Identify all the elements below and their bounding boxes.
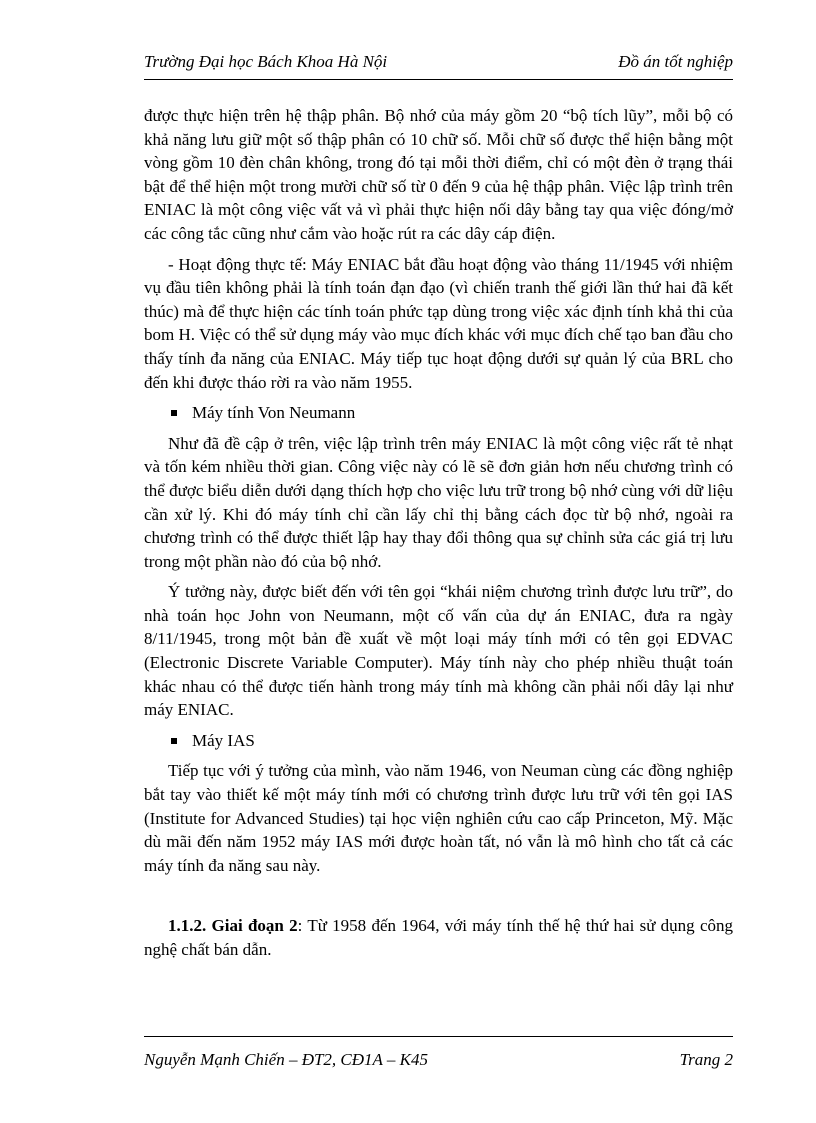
header-doc-type: Đồ án tốt nghiệp [618,52,733,71]
paragraph-von-neumann-2: Ý tưởng này, được biết đến với tên gọi “khái niệm chương trình được lưu trữ”, do nhà toán học John von Neumann, một cố vấn của dự án ENIAC, đưa ra ngày 8/11/1945, trong một bản đề xuất về một loại máy tính mới có tên gọi EDVAC (Electronic Discrete Variable Computer). Máy tính này cho phép nhiều thuật toán khác nhau có thể được tiến hành trong máy tính mà không cần phải nối dây lại như máy ENIAC. [144,582,733,720]
paragraph-eniac-operation: - Hoạt động thực tế: Máy ENIAC bắt đầu hoạt động vào tháng 11/1945 với nhiệm vụ đầu tiên không phải là tính toán đạn đạo (vì chiến tranh thế giới lần thứ hai đã kết thúc) mà để thực hiện các tính toán phức tạp dùng trong việc xác định tính khả thi của bom H. Việc có thể sử dụng máy vào mục đích khác với mục đích chế tạo ban đầu cho thấy tính đa năng của ENIAC. Máy tiếp tục hoạt động dưới sự quản lý của BRL cho đến khi được tháo rời ra vào năm 1955. [144,254,733,392]
section-heading-text: : Từ 1958 đến 1964, với máy tính thế hệ thứ hai sử dụng công nghệ chất bán dẫn. [144,916,733,959]
footer-rule [144,1036,733,1037]
section-heading-1-1-2 [144,914,733,961]
paragraph-ias: Tiếp tục với ý tưởng của mình, vào năm 1946, von Neuman cùng các đồng nghiệp bắt tay vào thiết kế một máy tính mới có chương trình được lưu trữ với tên gọi IAS (Institute for Advanced Studies) tại học viện nghiên cứu cao cấp Princeton, Mỹ. Mặc dù mãi đến năm 1952 máy IAS mới được hoàn tất, nó vẫn là mô hình cho tất cả các máy tính đa năng sau này. [144,761,733,875]
page-header [144,52,733,78]
page-body [144,104,733,969]
paragraph-eniac-memory: được thực hiện trên hệ thập phân. Bộ nhớ của máy gồm 20 “bộ tích lũy”, mỗi bộ có khả năng lưu giữ một số thập phân có 10 chữ số. Mỗi chữ số được thể hiện bằng một vòng gồm 10 đèn chân không, trong đó tại mỗi thời điểm, chỉ có một đèn ở trạng thái bật để thể hiện một trong mười chữ số từ 0 đến 9 của hệ thập phân. Việc lập trình trên ENIAC là một công việc vất vả vì phải thực hiện nối dây bằng tay qua việc đóng/mở các công tắc cũng như cắm vào hoặc rút ra các dây cáp điện. [144,106,733,243]
paragraph-von-neumann-1: Như đã đề cập ở trên, việc lập trình trên máy ENIAC là một công việc rất tẻ nhạt và tốn kém nhiều thời gian. Công việc này có lẽ sẽ đơn giản hơn nếu chương trình có thể được biểu diễn dưới dạng thích hợp cho việc lưu trữ trong bộ nhớ cùng với dữ liệu cần xử lý. Khi đó máy tính chỉ cần lấy chỉ thị bằng cách đọc từ bộ nhớ, ngoài ra chương trình có thể được thiết lập hay thay đổi thông qua sự chỉnh sửa các giá trị lưu trong một phần nào đó của bộ nhớ. [144,433,733,571]
bullet-ias [144,729,733,753]
header-rule [144,79,733,80]
footer-page-number: Trang 2 [679,1050,733,1069]
bullet-label: Máy IAS [192,730,255,750]
page-footer [144,1050,733,1076]
bullet-square-icon [171,410,177,416]
bullet-von-neumann [144,401,733,425]
header-university: Trường Đại học Bách Khoa Hà Nội [144,52,388,71]
bullet-square-icon [171,738,177,744]
footer-author: Nguyễn Mạnh Chiến – ĐT2, CĐ1A – K45 [144,1050,428,1069]
bullet-label: Máy tính Von Neumann [192,403,356,423]
section-heading-number: 1.1.2. Giai đoạn 2 [168,916,298,936]
